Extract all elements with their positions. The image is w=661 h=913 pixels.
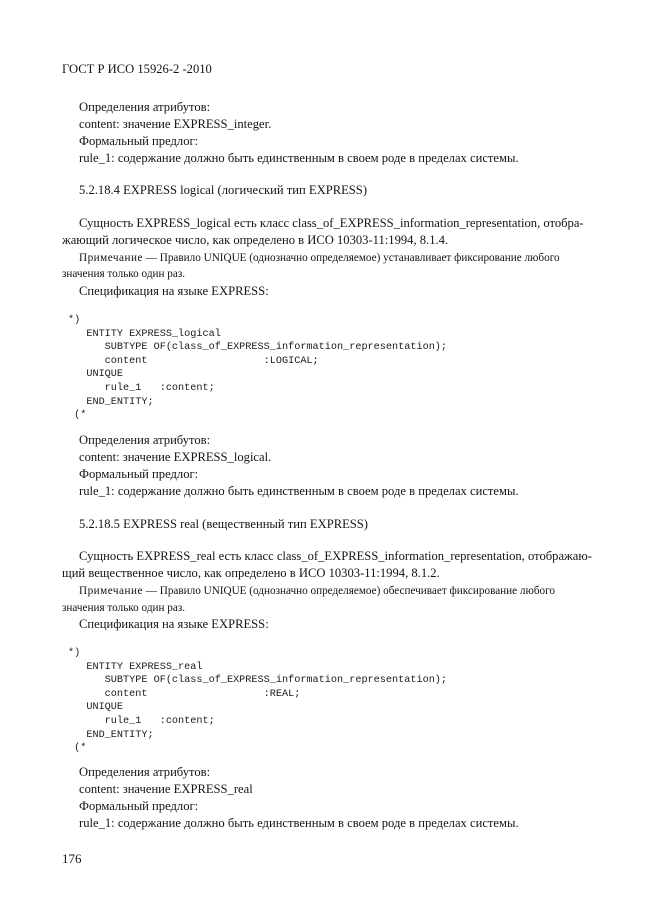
formal-proposition-title: Формальный предлог:	[79, 799, 199, 813]
attribute-content: content: значение EXPRESS_real	[79, 782, 253, 796]
attribute-definitions-title: Определения атрибутов:	[79, 433, 211, 447]
note-line2: значения только один раз.	[62, 268, 186, 280]
note-line1	[79, 583, 555, 599]
code-line: ENTITY EXPRESS_logical	[86, 328, 221, 340]
note-text: — Правило UNIQUE (однозначно определяемое) устанавливает фиксирование любого	[142, 252, 560, 264]
note-line2: значения только один раз.	[62, 602, 186, 614]
code-line: rule_1 :content;	[104, 382, 215, 394]
rule-text: rule_1: содержание должно быть единственным в своем роде в пределах системы.	[79, 816, 519, 830]
section-paragraph-line1: Сущность EXPRESS_logical есть класс class_of_EXPRESS_information_representation, отобра-	[79, 216, 584, 230]
formal-proposition-title: Формальный предлог:	[79, 467, 199, 481]
code-line: content :LOGICAL;	[104, 355, 319, 367]
code-line: *)	[68, 315, 81, 326]
spec-title: Спецификация на языке EXPRESS:	[79, 284, 269, 298]
attribute-definitions-title: Определения атрибутов:	[79, 100, 211, 114]
rule-text: rule_1: содержание должно быть единственным в своем роде в пределах системы.	[79, 151, 519, 165]
section-heading-logical: 5.2.18.4 EXPRESS logical (логический тип EXPRESS)	[79, 183, 368, 197]
rule-text: rule_1: содержание должно быть единственным в своем роде в пределах системы.	[79, 484, 519, 498]
note-label: Примечание	[79, 585, 143, 597]
code-line: *)	[68, 648, 81, 659]
code-line: END_ENTITY;	[86, 396, 154, 408]
code-line: rule_1 :content;	[104, 715, 215, 727]
spec-title: Спецификация на языке EXPRESS:	[79, 617, 269, 631]
code-line: (*	[68, 410, 87, 422]
formal-proposition-title: Формальный предлог:	[79, 134, 199, 148]
page-number: 176	[62, 851, 82, 866]
section-heading-real: 5.2.18.5 EXPRESS real (вещественный тип EXPRESS)	[79, 517, 368, 531]
note-label: Примечание	[79, 252, 143, 264]
attribute-content: content: значение EXPRESS_logical.	[79, 450, 272, 464]
code-line: UNIQUE	[86, 369, 124, 381]
code-line: END_ENTITY;	[86, 729, 154, 741]
code-line: UNIQUE	[86, 702, 124, 714]
note-line1	[79, 250, 560, 266]
note-text: — Правило UNIQUE (однозначно определяемое) обеспечивает фиксирование любого	[142, 585, 556, 597]
code-line: ENTITY EXPRESS_real	[86, 661, 203, 673]
section-paragraph-line2: жающий логическое число, как определено в ИСО 10303-11:1994, 8.1.4.	[62, 233, 449, 247]
document-header: ГОСТ Р ИСО 15926-2 -2010	[62, 62, 212, 76]
attribute-content: content: значение EXPRESS_integer.	[79, 117, 272, 131]
section-paragraph-line1: Сущность EXPRESS_real есть класс class_of_EXPRESS_information_representation, отображаю-	[79, 549, 592, 563]
express-code-block	[68, 314, 447, 423]
section-paragraph-line2: щий вещественное число, как определено в ИСО 10303-11:1994, 8.1.2.	[62, 566, 440, 580]
code-line: (*	[68, 743, 87, 755]
code-line: content :REAL;	[104, 688, 301, 700]
attribute-definitions-title: Определения атрибутов:	[79, 765, 211, 779]
code-line: SUBTYPE OF(class_of_EXPRESS_information_representation);	[104, 342, 448, 354]
express-code-block	[68, 647, 447, 756]
code-line: SUBTYPE OF(class_of_EXPRESS_information_representation);	[104, 675, 448, 687]
